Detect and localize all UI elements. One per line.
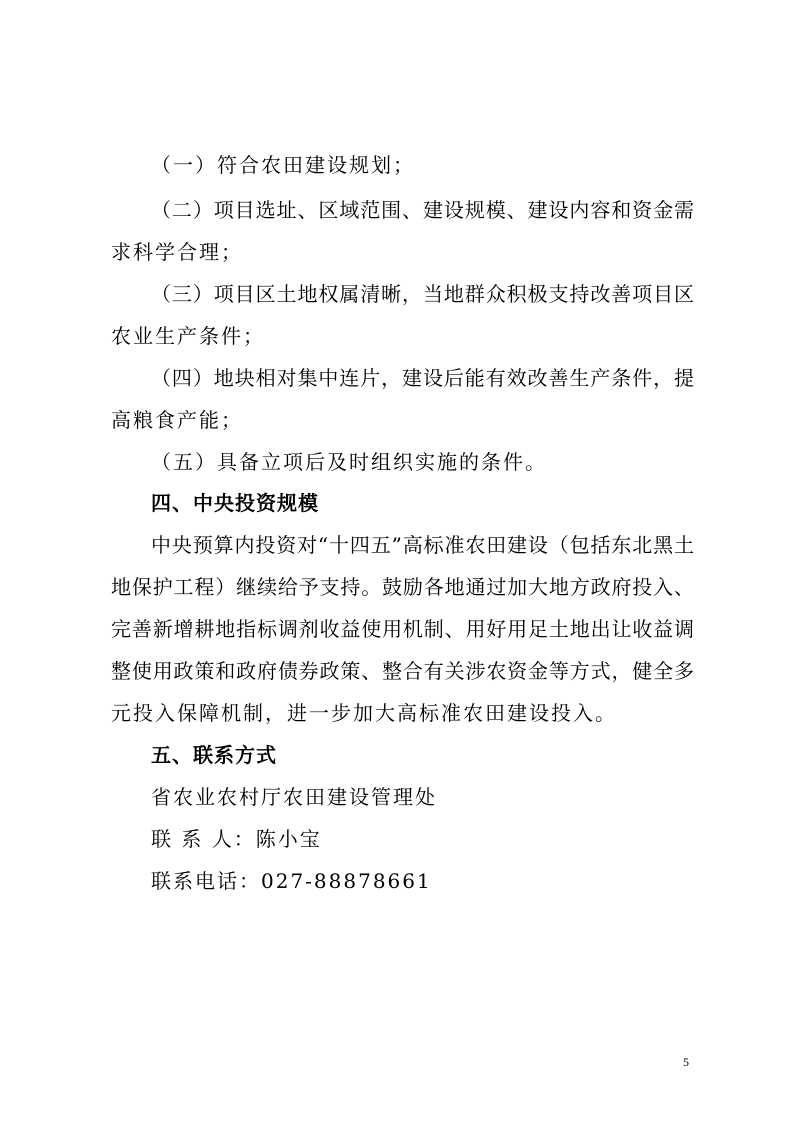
section-4-paragraph-line-2: 地保护工程）继续给予支持。鼓励各地通过加大地方政府投入、 — [111, 575, 694, 599]
requirement-item-3-line-1: （三）项目区土地权属清晰，当地群众积极支持改善项目区 — [151, 282, 694, 306]
requirement-item-3-line-2: 农业生产条件； — [111, 324, 265, 348]
requirement-item-2-line-2: 求科学合理； — [111, 240, 243, 264]
contact-person: 联 系 人：陈小宝 — [151, 827, 322, 851]
requirement-item-2-line-1: （二）项目选址、区域范围、建设规模、建设内容和资金需 — [151, 198, 694, 222]
section-4-heading: 四、中央投资规模 — [151, 491, 319, 515]
requirement-item-4-line-1: （四）地块相对集中连片，建设后能有效改善生产条件，提 — [151, 366, 694, 390]
section-5-heading: 五、联系方式 — [151, 743, 277, 767]
contact-office: 省农业农村厅农田建设管理处 — [151, 785, 437, 809]
section-4-paragraph-line-4: 整使用政策和政府债券政策、整合有关涉农资金等方式，健全多 — [111, 659, 694, 683]
requirement-item-4-line-2: 高粮食产能； — [111, 408, 243, 432]
section-4-paragraph-line-1: 中央预算内投资对“十四五”高标准农田建设（包括东北黑土 — [151, 533, 694, 557]
contact-phone: 联系电话：027-88878661 — [151, 869, 432, 893]
section-4-paragraph-line-5: 元投入保障机制，进一步加大高标准农田建设投入。 — [111, 701, 617, 725]
requirement-item-1: （一）符合农田建设规划； — [151, 153, 415, 177]
section-4-paragraph-line-3: 完善新增耕地指标调剂收益使用机制、用好用足土地出让收益调 — [111, 617, 694, 641]
requirement-item-5: （五）具备立项后及时组织实施的条件。 — [151, 450, 547, 474]
page-number: 5 — [683, 1055, 689, 1069]
